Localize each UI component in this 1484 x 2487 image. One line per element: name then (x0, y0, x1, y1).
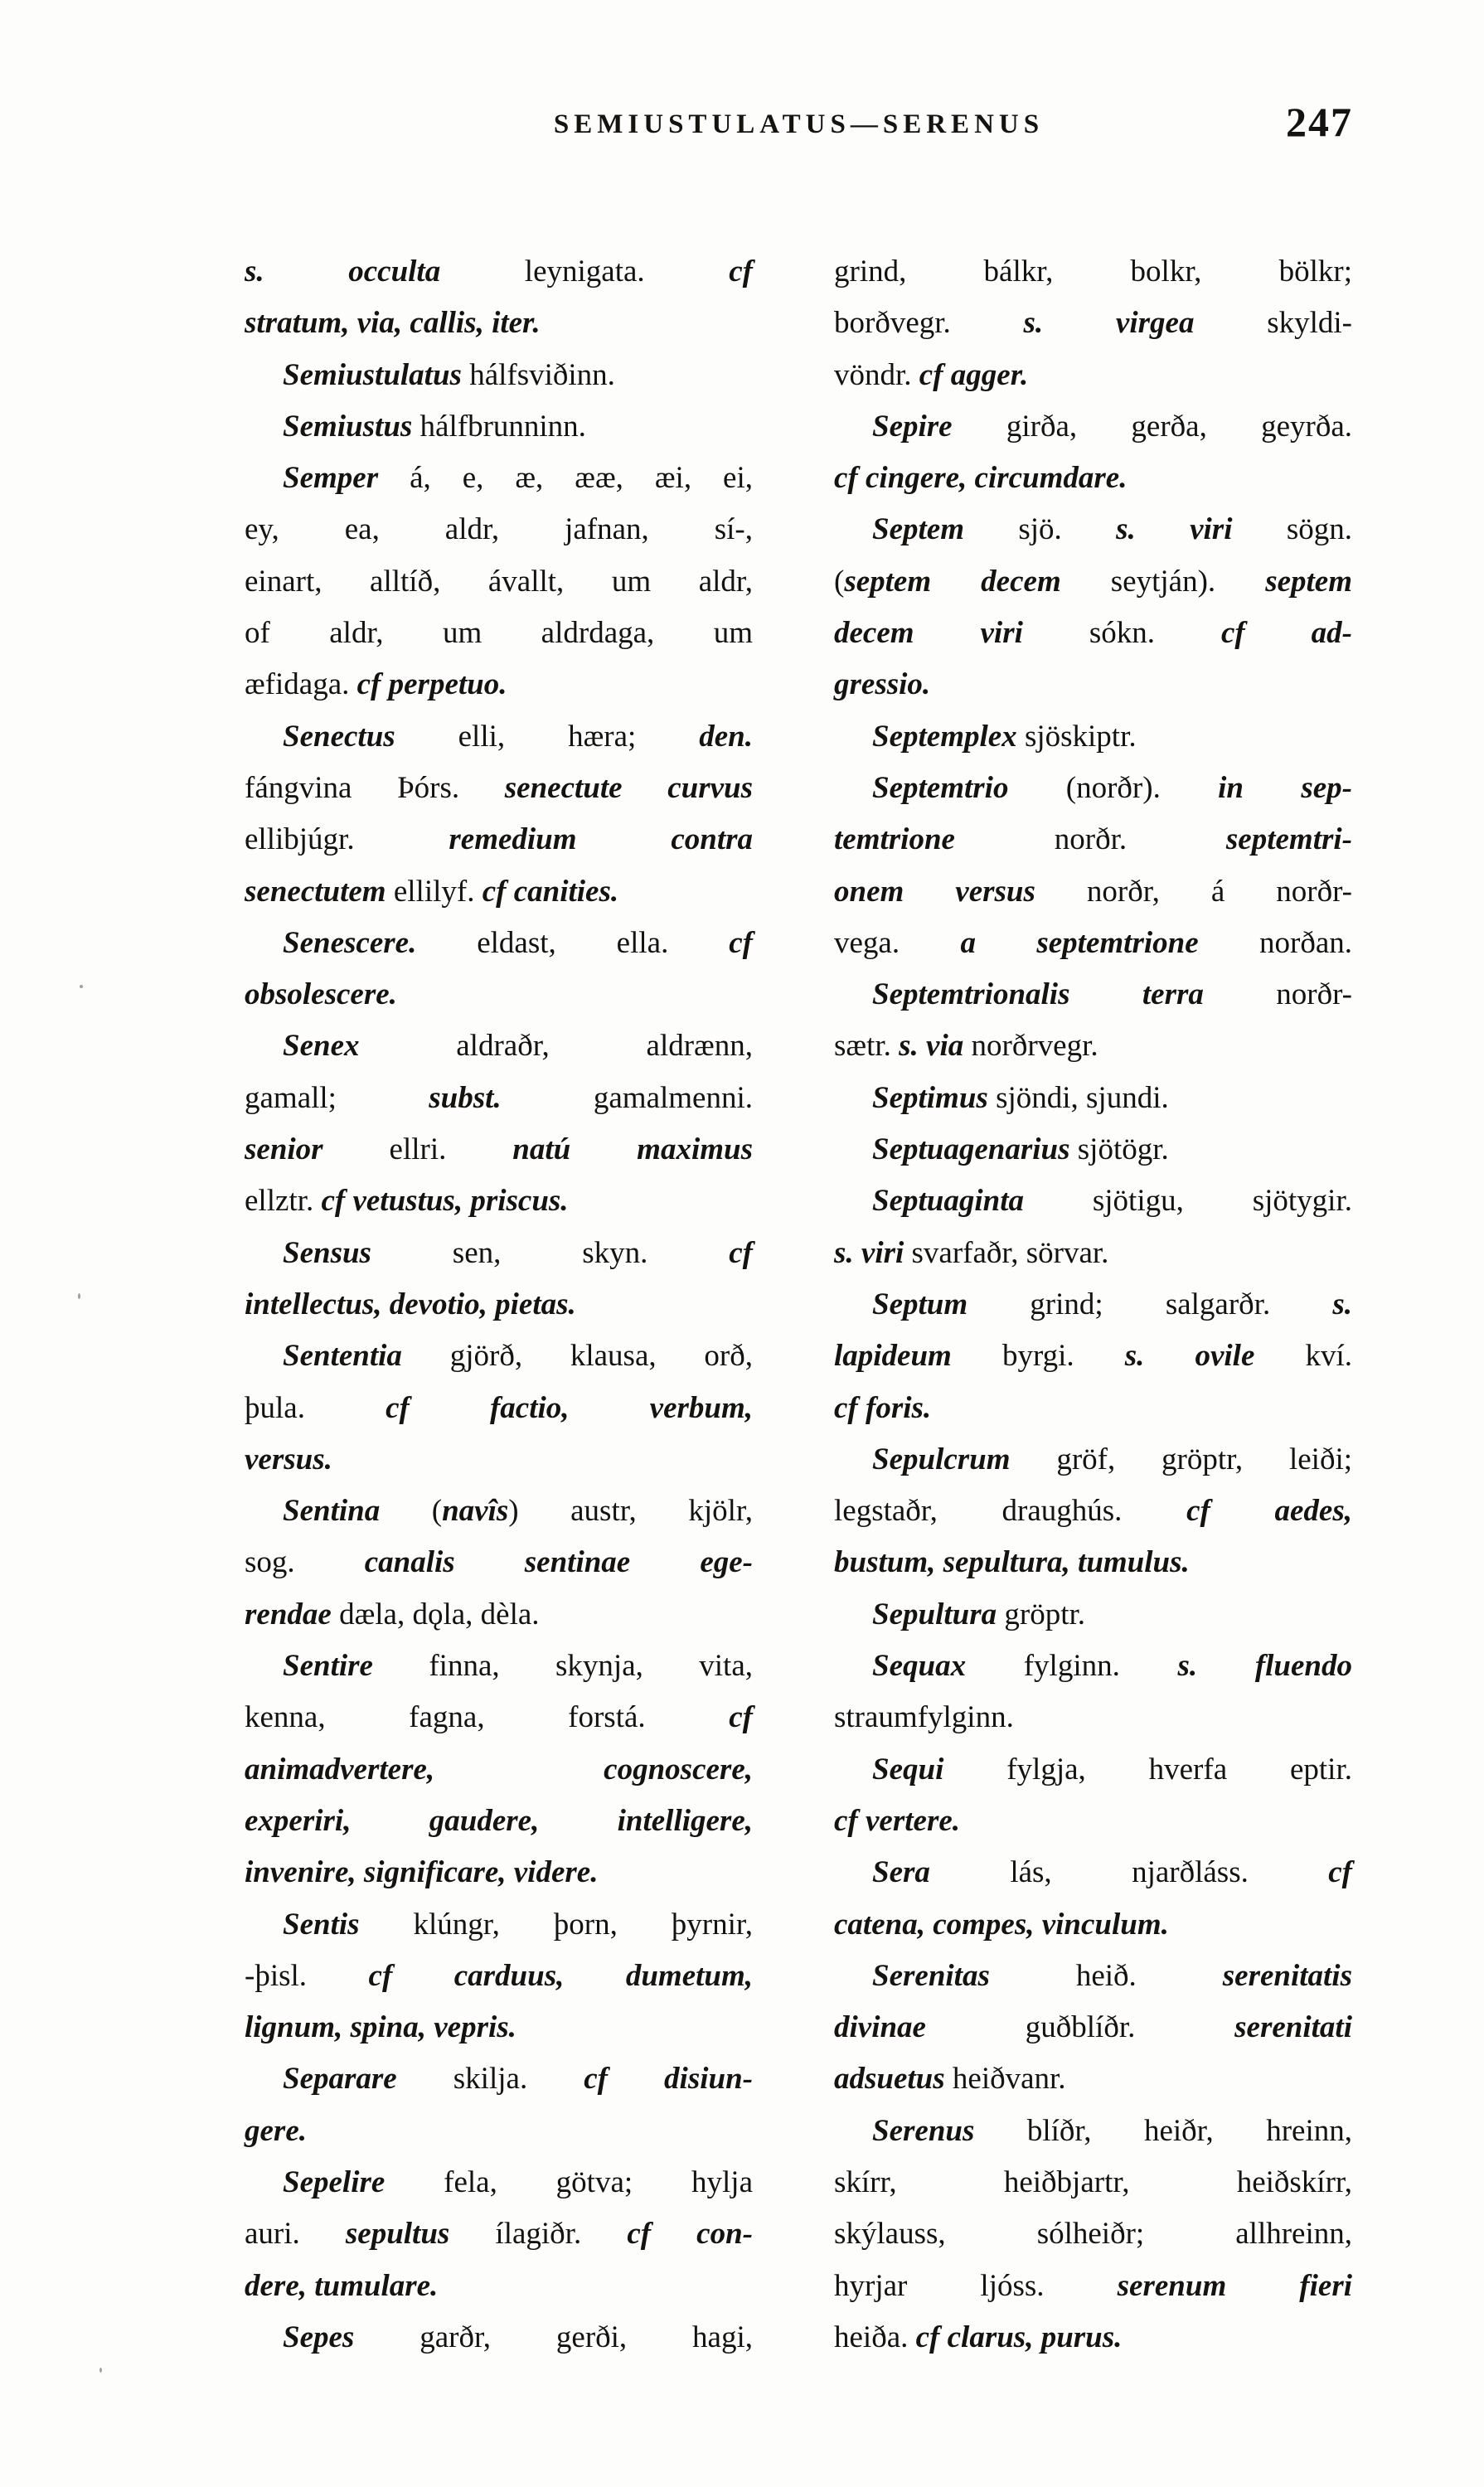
latin-text: Sepulcrum (872, 1442, 1011, 1476)
icelandic-text: hyrjar ljóss. (834, 2268, 1118, 2303)
latin-text: serenum fieri (1117, 2268, 1353, 2303)
latin-text: cf (1328, 1855, 1352, 1890)
dictionary-line (245, 1124, 753, 1176)
latin-text: versus. (245, 1442, 332, 1476)
icelandic-text: finna, skynja, vita, (372, 1649, 753, 1684)
dictionary-line (834, 2208, 1352, 2260)
latin-text: s. ovile (1124, 1339, 1255, 1374)
dictionary-line (834, 608, 1352, 659)
dictionary-line (245, 2261, 753, 2312)
icelandic-text: sætr. (834, 1029, 900, 1064)
icelandic-text: sjötögr. (1069, 1132, 1169, 1167)
latin-text: cf cingere, circumdare. (834, 461, 1128, 496)
latin-text: Semiustus (283, 409, 413, 444)
dictionary-line (834, 1692, 1352, 1743)
latin-text: Senex (283, 1029, 360, 1064)
dictionary-line (245, 246, 753, 298)
icelandic-text: skírr, heiðbjartr, heiðskírr, (834, 2165, 1352, 2199)
dictionary-line (245, 866, 753, 918)
latin-text: a septemtrione (960, 925, 1199, 960)
latin-text: Semper (283, 461, 379, 496)
latin-text: divinae (834, 2010, 926, 2045)
latin-text: intellectus, devotio, pietas. (245, 1287, 576, 1321)
latin-text: dere, tumulare. (245, 2268, 439, 2303)
dictionary-line (834, 1744, 1352, 1796)
latin-text: s. (1332, 1287, 1352, 1321)
dictionary-line (245, 711, 753, 763)
scan-speck (78, 1293, 80, 1299)
dictionary-line (834, 1641, 1352, 1692)
dictionary-line (245, 2106, 753, 2157)
latin-text: senior (245, 1132, 323, 1167)
latin-text: Sepire (872, 409, 953, 444)
latin-text: canalis sentinae ege- (364, 1545, 753, 1580)
dictionary-line (245, 1589, 753, 1641)
dictionary-line (245, 814, 753, 865)
icelandic-text: norðr. (954, 822, 1226, 857)
latin-text: Sequi (872, 1752, 944, 1786)
latin-text: cf perpetuo. (356, 667, 507, 702)
icelandic-text: auri. (245, 2217, 346, 2252)
latin-text: Senectus (283, 719, 395, 754)
icelandic-text: sjöndi, sjundi. (987, 1080, 1169, 1115)
icelandic-text: ( (834, 564, 845, 599)
icelandic-text: grind, bálkr, bolkr, bölkr; (834, 255, 1352, 288)
icelandic-text: aldraðr, aldrænn, (359, 1029, 753, 1064)
latin-text: cf con- (627, 2217, 753, 2252)
icelandic-text: skilja. (396, 2062, 584, 2097)
dictionary-line (834, 814, 1352, 865)
latin-text: cf canities. (482, 874, 619, 909)
dictionary-line (834, 1331, 1352, 1382)
dictionary-line (834, 866, 1352, 918)
dictionary-line (834, 1279, 1352, 1331)
latin-text: cf (729, 1235, 753, 1270)
dictionary-line (245, 608, 753, 659)
latin-text: Sepes (283, 2320, 355, 2354)
scan-speck (99, 2368, 102, 2373)
latin-text: s. via (899, 1029, 964, 1064)
latin-text: cf foris. (834, 1390, 932, 1425)
dictionary-line (245, 2002, 753, 2053)
dictionary-line (245, 1228, 753, 1279)
latin-text: Sepultura (872, 1597, 997, 1631)
latin-text: rendae (245, 1597, 332, 1631)
page-header (245, 98, 1353, 156)
icelandic-text: á, e, æ, ææ, æi, ei, (378, 461, 753, 496)
dictionary-line (245, 1279, 753, 1331)
icelandic-text: norðan. (1198, 925, 1352, 960)
dictionary-line (245, 1692, 753, 1743)
column-right (834, 246, 1352, 2363)
dictionary-line (834, 298, 1352, 349)
latin-text: senectutem (245, 874, 386, 909)
dictionary-line (834, 1486, 1352, 1537)
dictionary-line (834, 1020, 1352, 1072)
latin-text: Sequax (872, 1649, 967, 1684)
latin-text: temtrione (834, 822, 955, 857)
icelandic-text: fángvina Þórs. (245, 770, 505, 805)
dictionary-line (834, 2106, 1352, 2157)
latin-text: Sententia (283, 1339, 402, 1374)
scan-speck (80, 985, 83, 988)
latin-text: navîs (442, 1494, 509, 1529)
latin-text: Sensus (283, 1235, 371, 1270)
dictionary-line (834, 1228, 1352, 1279)
icelandic-text: girða, gerða, geyrða. (952, 409, 1352, 444)
icelandic-text: leynigata. (440, 255, 730, 288)
latin-text: Sentina (283, 1494, 381, 1529)
latin-text: septem decem (844, 564, 1061, 599)
icelandic-text: ellztr. (245, 1184, 322, 1219)
dictionary-line (834, 969, 1352, 1020)
icelandic-text: einart, alltíð, ávallt, um aldr, (245, 564, 753, 599)
icelandic-text: æfidaga. (245, 667, 357, 702)
icelandic-text: seytján). (1060, 564, 1266, 599)
latin-text: experiri, gaudere, intelligere, (245, 1803, 753, 1838)
latin-text: animadvertere, cognoscere, (245, 1752, 753, 1786)
dictionary-line (834, 453, 1352, 504)
latin-text: Serenus (872, 2113, 975, 2148)
icelandic-text: gamalmenni. (501, 1080, 754, 1115)
dictionary-line (245, 1486, 753, 1537)
latin-text: Sera (872, 1855, 930, 1890)
dictionary-line (834, 401, 1352, 453)
dictionary-line (834, 2002, 1352, 2053)
latin-text: natú maximus (512, 1132, 753, 1167)
icelandic-text: fela, götva; hylja (385, 2165, 753, 2199)
icelandic-text: gröptr. (997, 1597, 1086, 1631)
latin-text: septemtri- (1225, 822, 1352, 857)
icelandic-text: ílagiðr. (449, 2217, 628, 2252)
page-number: 247 (1286, 99, 1353, 145)
icelandic-text: ey, ea, aldr, jafnan, sí-, (245, 512, 753, 547)
icelandic-text: guðblíðr. (925, 2010, 1235, 2045)
icelandic-text: ( (380, 1494, 443, 1529)
latin-text: Sentis (283, 1907, 360, 1942)
dictionary-line (834, 1899, 1352, 1951)
icelandic-text: fylginn. (966, 1649, 1178, 1684)
icelandic-text: sögn. (1232, 512, 1352, 547)
latin-text: adsuetus (834, 2062, 945, 2097)
dictionary-line (245, 1073, 753, 1124)
icelandic-text: hálfsviðinn. (461, 357, 615, 392)
dictionary-line (245, 1744, 753, 1796)
latin-text: cf factio, verbum, (386, 1390, 754, 1425)
icelandic-text: norðrvegr. (963, 1029, 1098, 1064)
icelandic-text: klúngr, þorn, þyrnir, (359, 1907, 753, 1942)
latin-text: serenitatis (1222, 1958, 1352, 1993)
latin-text: Sepelire (283, 2165, 386, 2199)
latin-text: onem versus (834, 874, 1035, 909)
dictionary-line (245, 2157, 753, 2208)
icelandic-text: gröf, gröptr, leiði; (1010, 1442, 1352, 1476)
latin-text: Semiustulatus (283, 357, 462, 392)
dictionary-line (834, 1537, 1352, 1588)
latin-text: bustum, sepultura, tumulus. (834, 1545, 1190, 1580)
dictionary-line (245, 2312, 753, 2363)
latin-text: gere. (245, 2113, 307, 2148)
latin-text: Serenitas (872, 1958, 990, 1993)
latin-text: cf ad- (1220, 616, 1352, 651)
latin-text: sepultus (345, 2217, 450, 2252)
dictionary-line (834, 1796, 1352, 1847)
dictionary-line (834, 918, 1352, 969)
dictionary-line (245, 401, 753, 453)
dictionary-line (245, 969, 753, 1020)
latin-text: cf clarus, purus. (915, 2320, 1123, 2354)
dictionary-line (834, 659, 1352, 710)
dictionary-line (834, 350, 1352, 401)
dictionary-line (834, 1951, 1352, 2002)
dictionary-line (834, 1589, 1352, 1641)
icelandic-text: ellibjúgr. (245, 822, 449, 857)
latin-text: cf vertere. (834, 1803, 961, 1838)
dictionary-line (245, 918, 753, 969)
icelandic-text: blíðr, heiðr, hreinn, (974, 2113, 1352, 2148)
latin-text: decem viri (834, 616, 1023, 651)
icelandic-text: borðvegr. (834, 306, 1024, 341)
column-left (245, 246, 753, 2363)
dictionary-line (834, 2261, 1352, 2312)
latin-text: Sentire (283, 1649, 373, 1684)
latin-text: den. (699, 719, 753, 754)
dictionary-line (834, 246, 1352, 298)
icelandic-text: sog. (245, 1545, 365, 1580)
latin-text: Senescere. (283, 925, 417, 960)
dictionary-line (245, 1899, 753, 1951)
latin-text: Septimus (872, 1080, 988, 1115)
icelandic-text: vega. (834, 925, 961, 960)
dictionary-line (834, 2312, 1352, 2363)
latin-text: Septuaginta (872, 1184, 1024, 1219)
dictionary-line (245, 1383, 753, 1434)
icelandic-text: sjö. (963, 512, 1117, 547)
icelandic-text: sókn. (1022, 616, 1221, 651)
running-title: SEMIUSTULATUS—SERENUS (553, 109, 1045, 139)
latin-text: Separare (283, 2062, 397, 2097)
icelandic-text: þula. (245, 1390, 386, 1425)
latin-text: in sep- (1218, 770, 1352, 805)
icelandic-text: of aldr, um aldrdaga, um (245, 616, 753, 651)
latin-text: catena, compes, vinculum. (834, 1907, 1169, 1942)
dictionary-line (245, 453, 753, 504)
dictionary-line (245, 1537, 753, 1588)
latin-text: cf vetustus, priscus. (321, 1184, 569, 1219)
dictionary-line (834, 1847, 1352, 1898)
dictionary-line (245, 659, 753, 710)
latin-text: Septemplex (872, 719, 1017, 754)
latin-text: Septemtrionalis terra (872, 977, 1204, 1012)
icelandic-text: dæla, dǫla, dèla. (331, 1597, 540, 1631)
dictionary-line (245, 298, 753, 349)
latin-text: Septum (872, 1287, 968, 1321)
latin-text: stratum, via, callis, iter. (245, 306, 541, 341)
icelandic-text: norðr- (1203, 977, 1352, 1012)
icelandic-text: (norðr). (1008, 770, 1219, 805)
dictionary-line (834, 1434, 1352, 1486)
latin-text: cf agger. (919, 357, 1029, 392)
icelandic-text: gamall; (245, 1080, 429, 1115)
dictionary-line (245, 1176, 753, 1227)
latin-text: remedium contra (449, 822, 754, 857)
dictionary-line (834, 1073, 1352, 1124)
dictionary-line (245, 1434, 753, 1486)
icelandic-text: svarfaðr, sörvar. (904, 1235, 1109, 1270)
dictionary-line (245, 1847, 753, 1898)
dictionary-line (834, 1383, 1352, 1434)
icelandic-text: sjötigu, sjötygir. (1024, 1184, 1352, 1219)
latin-text: Septemtrio (872, 770, 1009, 805)
icelandic-text: -þisl. (245, 1958, 369, 1993)
latin-text: gressio. (834, 667, 931, 702)
icelandic-text: sen, skyn. (371, 1235, 730, 1270)
latin-text: cf aedes, (1186, 1494, 1352, 1529)
icelandic-text: ellilyf. (386, 874, 483, 909)
icelandic-text: norðr, á norðr- (1035, 874, 1353, 909)
latin-text: cf disiun- (584, 2062, 753, 2097)
latin-text: s. occulta (245, 255, 441, 288)
icelandic-text: heiða. (834, 2320, 916, 2354)
icelandic-text: heið. (989, 1958, 1223, 1993)
dictionary-line (245, 1951, 753, 2002)
latin-text: Septem (872, 512, 964, 547)
dictionary-line (245, 504, 753, 555)
dictionary-line (245, 763, 753, 814)
icelandic-text: elli, hæra; (395, 719, 700, 754)
icelandic-text: skyldi- (1194, 306, 1352, 341)
icelandic-text: straumfylginn. (834, 1700, 1014, 1735)
latin-text: s. virgea (1023, 306, 1195, 341)
dictionary-line (834, 556, 1352, 608)
dictionary-line (245, 556, 753, 608)
dictionary-line (245, 2053, 753, 2105)
latin-text: obsolescere. (245, 977, 397, 1012)
dictionary-line (245, 1020, 753, 1072)
latin-text: lapideum (834, 1339, 952, 1374)
latin-text: senectute curvus (504, 770, 753, 805)
dictionary-line (834, 1124, 1352, 1176)
icelandic-text: kví. (1254, 1339, 1352, 1374)
latin-text: serenitati (1234, 2010, 1352, 2045)
icelandic-text: lás, njarðláss. (929, 1855, 1329, 1890)
icelandic-text: gjörð, klausa, orð, (401, 1339, 753, 1374)
latin-text: s. viri (834, 1235, 904, 1270)
latin-text: s. viri (1116, 512, 1233, 547)
icelandic-text: legstaðr, draughús. (834, 1494, 1187, 1529)
latin-text: cf (729, 1700, 753, 1735)
icelandic-text: kenna, fagna, forstá. (245, 1700, 730, 1735)
icelandic-text: ) austr, kjölr, (508, 1494, 753, 1529)
dictionary-line (245, 1331, 753, 1382)
latin-text: s. fluendo (1177, 1649, 1352, 1684)
latin-text: septem (1265, 564, 1353, 599)
latin-text: cf (729, 925, 753, 960)
dictionary-line (834, 1176, 1352, 1227)
dictionary-line (245, 2208, 753, 2260)
icelandic-text: hálfbrunninn. (412, 409, 586, 444)
dictionary-line (245, 1641, 753, 1692)
icelandic-text: fylgja, hverfa eptir. (943, 1752, 1352, 1786)
dictionary-line (834, 504, 1352, 555)
dictionary-line (834, 2157, 1352, 2208)
icelandic-text: eldast, ella. (416, 925, 730, 960)
dictionary-line (834, 763, 1352, 814)
latin-text: subst. (429, 1080, 502, 1115)
icelandic-text: garðr, gerði, hagi, (354, 2320, 753, 2354)
icelandic-text: skýlauss, sólheiðr; allhreinn, (834, 2217, 1352, 2252)
dictionary-line (834, 711, 1352, 763)
icelandic-text: grind; salgarðr. (968, 1287, 1333, 1321)
dictionary-line (245, 1796, 753, 1847)
dictionary-line (245, 350, 753, 401)
latin-text: Septuagenarius (872, 1132, 1070, 1167)
icelandic-text: sjöskiptr. (1016, 719, 1137, 754)
dictionary-line (834, 2053, 1352, 2105)
icelandic-text: byrgi. (951, 1339, 1125, 1374)
icelandic-text: vöndr. (834, 357, 919, 392)
latin-text: cf (729, 255, 753, 288)
icelandic-text: ellri. (323, 1132, 513, 1167)
icelandic-text: heiðvanr. (944, 2062, 1066, 2097)
latin-text: cf carduus, dumetum, (368, 1958, 753, 1993)
latin-text: invenire, significare, videre. (245, 1855, 599, 1890)
latin-text: lignum, spina, vepris. (245, 2010, 516, 2045)
